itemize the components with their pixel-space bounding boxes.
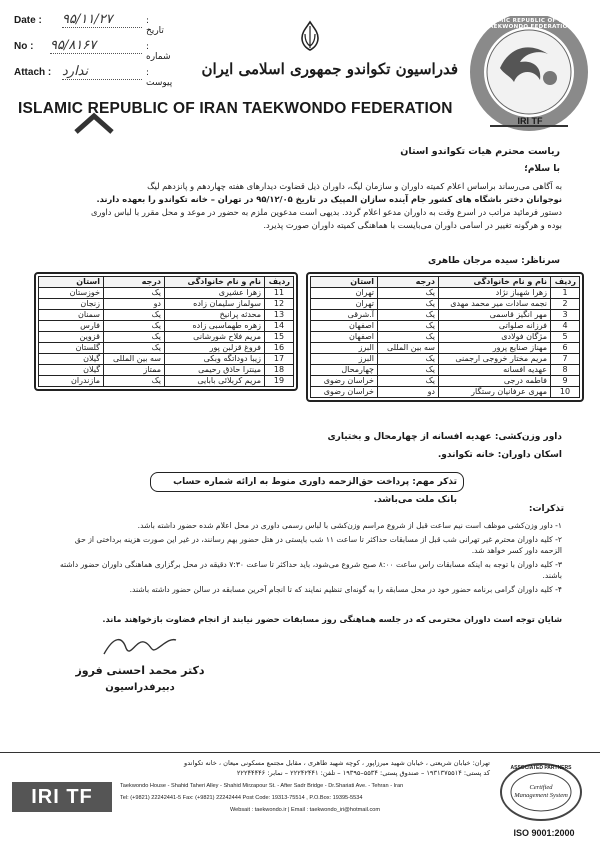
- federation-title-en: ISLAMIC REPUBLIC OF IRAN TAEKWONDO FEDERATION: [18, 100, 453, 117]
- date-label-fa: : تاریخ: [146, 16, 164, 36]
- iso-label: ISO 9001:2000: [513, 828, 575, 838]
- footer-address-fa: تهران: خیابان شریعتی ، خیابان شهید میرزاپور ، کوچه شهید طاهری ، مقابل مجتمع مسکونی میعان ، خانه تکواندو: [184, 759, 490, 767]
- footer-web: Websait : taekwondo.ir | Email : taekwondo_iri@hotmail.com: [229, 807, 381, 813]
- cell-row: 1: [551, 288, 580, 299]
- col-grade-header: درجه: [378, 277, 439, 288]
- cell-name: فروغ قزلبن پور: [165, 343, 265, 354]
- footer-phones-en: Tel: (+9821) 22242441-5 Fax: (+9821) 22242444 Post Code: 19313-75514 , P.O.Box: 19395-5534: [120, 795, 363, 801]
- cell-grade: دو: [378, 387, 439, 398]
- attach-value: ندارد: [62, 64, 142, 80]
- cell-name: مهر انگیز قاسمی: [439, 310, 551, 321]
- table-row: [311, 365, 580, 376]
- col-name-header: نام و نام خانوادگی: [165, 277, 265, 288]
- cell-name: سولماز سلیمان زاده: [165, 299, 265, 310]
- notes-title: تذکرات:: [528, 504, 564, 514]
- note-item: ۳- کلیه داوران با توجه به اینکه مسابقات راس ساعت ۸:۰۰ صبح شروع می‌شود، باید حداکثر تا ساعت ۷:۳۰ دقیقه در محل برگزاری هماهنگی داوران حضور داشته: [59, 560, 562, 569]
- cell-name: مریم کربلائی بابایی: [165, 376, 265, 387]
- cell-province: تهران: [311, 288, 378, 299]
- col-name-header: نام و نام خانوادگی: [439, 277, 551, 288]
- cell-row: 4: [551, 321, 580, 332]
- note-item: الزحمه داور کسر خواهد شد.: [471, 546, 562, 555]
- final-note: شایان توجه است داوران محترمی که در جلسه هماهنگی روز مسابقات حضور نیابند از انجام قضاوت بازخواهند ماند.: [102, 614, 562, 624]
- cell-row: 11: [265, 288, 294, 299]
- body-line: به آگاهی می‌رساند براساس اعلام کمیته داوران و سازمان لیگ، داوران ذیل قضاوت دیدارهای هفته چهاردهم و پانزدهم لیگ: [147, 181, 562, 191]
- col-row-header: ردیف: [551, 277, 580, 288]
- footer-divider: [0, 752, 600, 753]
- table-header-row: [311, 277, 580, 288]
- table-row: [39, 299, 294, 310]
- cell-province: گیلان: [39, 354, 104, 365]
- cell-name: مهناز صنایع پرور: [439, 343, 551, 354]
- cell-row: 13: [265, 310, 294, 321]
- seal-inner-text: Certified Management System: [514, 784, 568, 799]
- attach-label-fa: : پیوست: [146, 68, 173, 88]
- table-row: [311, 332, 580, 343]
- referees-table: [38, 276, 294, 387]
- cell-province: گیلان: [39, 365, 104, 376]
- table-row: [311, 288, 580, 299]
- logo-text: IRI TF: [517, 116, 543, 126]
- table-row: [311, 343, 580, 354]
- cell-grade: یک: [378, 376, 439, 387]
- table-row: [311, 299, 580, 310]
- cell-row: 2: [551, 299, 580, 310]
- cell-province: گلستان: [39, 343, 104, 354]
- seal-ring-text: ASSOCIATED PARTNERS: [510, 765, 572, 771]
- footer-phones-fa: کد پستی: ۱۹۳۱۳۷۵۵۱۴ – صندوق پستی: ۵۵۳۴–۱۹۳۹۵ – تلفن: ۲۲۲۴۲۴۴۱ – نمابر: ۲۲۲۴۴۴۴۶: [236, 769, 490, 777]
- cell-row: 15: [265, 332, 294, 343]
- cell-row: 16: [265, 343, 294, 354]
- number-value: ۹۵/۸۱۶۷: [50, 38, 142, 54]
- cell-province: چهارمحال: [311, 365, 378, 376]
- table-row: [39, 310, 294, 321]
- cell-grade: یک: [378, 310, 439, 321]
- col-grade-header: درجه: [104, 277, 165, 288]
- cell-grade: یک: [378, 354, 439, 365]
- referees-table: [310, 276, 580, 398]
- cell-province: آ.شرقی: [311, 310, 378, 321]
- attach-label: Attach :: [14, 67, 52, 78]
- date-label: Date :: [14, 15, 42, 26]
- cell-name: نجمه سادات میر محمد مهدی: [439, 299, 551, 310]
- number-label: No :: [14, 41, 34, 52]
- iran-emblem-icon: [296, 20, 324, 52]
- note-item: ۴- کلیه داوران گرامی برنامه حضور خود در محل مسابقه را به گونه‌ای تنظیم نمایند که تا انجام آخرین مسابقه در سالن حضور داشته باشند.: [129, 585, 562, 594]
- letter-body: [38, 180, 562, 232]
- body-line: دستور فرمائید مراتب در اسرع وقت به داوران مدعو اعلام گردد. بدیهی است مدعوین ملزم به حضور در موعد و محل مقرر با لباس داوری: [90, 207, 562, 217]
- cell-name: زهرا شهباز نژاد: [439, 288, 551, 299]
- cell-name: محدثه پرانیخ: [165, 310, 265, 321]
- body-line: بوده و هرگونه تغییر در اسامی داوران می‌بایست با هماهنگی کمیته داوران صورت پذیرد.: [263, 220, 562, 230]
- greeting: با سلام؛: [524, 164, 560, 174]
- cell-row: 18: [265, 365, 294, 376]
- cell-name: فرزانه صلواتی: [439, 321, 551, 332]
- note-item: باشند.: [542, 571, 562, 580]
- cell-grade: یک: [378, 321, 439, 332]
- cell-grade: یک: [104, 343, 165, 354]
- cell-row: 10: [551, 387, 580, 398]
- cell-name: مهری عرفانیان رستگار: [439, 387, 551, 398]
- cell-province: البرز: [311, 354, 378, 365]
- cell-grade: یک: [104, 321, 165, 332]
- date-value: ۹۵/۱۱/۲۷: [62, 12, 142, 28]
- cell-grade: یک: [378, 365, 439, 376]
- accommodation: اسکان داوران: خانه تکواندو.: [437, 450, 562, 460]
- cell-grade: یک: [378, 288, 439, 299]
- cell-province: فارس: [39, 321, 104, 332]
- signature-scribble: [100, 630, 180, 660]
- col-province-header: استان: [311, 277, 378, 288]
- table-row: [311, 387, 580, 398]
- certification-seal: [498, 760, 584, 824]
- table-body: [39, 288, 294, 387]
- number-row: [14, 38, 171, 62]
- chevron-mark-icon: [74, 112, 114, 134]
- cell-name: زهره طهماسبی زاده: [165, 321, 265, 332]
- cell-grade: یک: [104, 310, 165, 321]
- note-item: ۱- داور وزن‌کشی موظف است نیم ساعت قبل از شروع مراسم وزن‌کشی با لباس رسمی داوری در محل اعلام شده حضور داشته باشد.: [137, 521, 562, 530]
- signatory-name: دکتر محمد احسنی فروز: [75, 664, 205, 677]
- notice-text: تذکر مهم: پرداخت حق‌الزحمه داوری منوط به ارائه شماره حساب بانک ملت می‌باشد.: [173, 477, 457, 505]
- footer-address-fa-block: [120, 758, 490, 778]
- cell-name: فاطمه درجی: [439, 376, 551, 387]
- cell-row: 19: [265, 376, 294, 387]
- footer-address-en: Taekwondo House - Shahid Taheri Alley - Shahid Mirzapour St. - After Sadr Bridge - Dr.Shariati Ave. - Tehran - Iran: [120, 783, 404, 789]
- table-row: [311, 310, 580, 321]
- cell-name: مریم فلاح شورشانی: [165, 332, 265, 343]
- cell-grade: یک: [378, 299, 439, 310]
- cell-row: 12: [265, 299, 294, 310]
- table-row: [311, 354, 580, 365]
- cell-row: 5: [551, 332, 580, 343]
- note-item: ۲- کلیه داوران محترم غیر تهرانی شب قبل از مسابقات حداکثر تا ساعت ۱۱ شب بایستی در هتل حضور بهم رسانند، در غیر این صورت هزینه برداختی از حق: [74, 535, 562, 544]
- col-province-header: استان: [39, 277, 104, 288]
- cell-grade: ممتاز: [104, 365, 165, 376]
- logo-ring-text: ISLAMIC REPUBLIC OF IRAN TAEKWONDO FEDERATION: [482, 18, 576, 30]
- cell-province: قزوین: [39, 332, 104, 343]
- cell-grade: سه بین المللی: [104, 354, 165, 365]
- date-row: [14, 12, 164, 36]
- cell-row: 17: [265, 354, 294, 365]
- table-row: [39, 376, 294, 387]
- cell-name: زیبا دوداتگه وبکی: [165, 354, 265, 365]
- cell-province: تهران: [311, 299, 378, 310]
- cell-grade: دو: [104, 299, 165, 310]
- table-body: [311, 288, 580, 398]
- cell-province: اصفهان: [311, 332, 378, 343]
- number-label-fa: : شماره: [146, 42, 171, 62]
- footer-address-en-block: [120, 782, 490, 815]
- cell-grade: یک: [104, 332, 165, 343]
- table-row: [39, 332, 294, 343]
- body-line: نوجوانان دختر باشگاه های کشور جام آینده سازان المپیک در تاریخ ۹۵/۱۲/۰۵ در تهران – خانه تکواندو را بعهده دارند.: [96, 194, 562, 204]
- attach-row: [14, 64, 173, 88]
- cell-name: مریم مختار خروجی ارجمنی: [439, 354, 551, 365]
- cell-row: 3: [551, 310, 580, 321]
- cell-grade: یک: [104, 376, 165, 387]
- weighing-referee: داور وزن‌کشی: عهدیه افسانه از چهارمحال و بختیاری: [327, 432, 562, 442]
- cell-province: زنجان: [39, 299, 104, 310]
- cell-province: خراسان رضوی: [311, 376, 378, 387]
- cell-name: مینترا حاذق رحیمی: [165, 365, 265, 376]
- cell-row: 7: [551, 354, 580, 365]
- table-row: [39, 365, 294, 376]
- table-row: [311, 321, 580, 332]
- cell-row: 8: [551, 365, 580, 376]
- table-row: [39, 321, 294, 332]
- cell-grade: سه بین المللی: [378, 343, 439, 354]
- cell-row: 6: [551, 343, 580, 354]
- supervisor: سرناظر: سیده مرجان طاهری: [428, 256, 560, 266]
- important-notice: [150, 472, 464, 505]
- cell-row: 14: [265, 321, 294, 332]
- table-row: [311, 376, 580, 387]
- cell-province: خراسان رضوی: [311, 387, 378, 398]
- federation-title-fa: فدراسیون تکواندو جمهوری اسلامی ایران: [201, 60, 458, 78]
- table-row: [39, 354, 294, 365]
- notes-list: [34, 520, 562, 598]
- signatory-title: دبیرفدراسیون: [105, 682, 175, 693]
- cell-row: 9: [551, 376, 580, 387]
- col-row-header: ردیف: [265, 277, 294, 288]
- cell-name: مژگان فولادی: [439, 332, 551, 343]
- recipient: ریاست محترم هیات تکواندو استان: [400, 146, 560, 157]
- cell-province: اصفهان: [311, 321, 378, 332]
- table-row: [39, 288, 294, 299]
- cell-name: زهرا عشیری: [165, 288, 265, 299]
- cell-province: مازندران: [39, 376, 104, 387]
- cell-province: خوزستان: [39, 288, 104, 299]
- cell-grade: یک: [104, 288, 165, 299]
- table-row: [39, 343, 294, 354]
- cell-grade: یک: [378, 332, 439, 343]
- header-meta: [14, 12, 173, 88]
- referees-table-right: [306, 272, 584, 402]
- cell-province: البرز: [311, 343, 378, 354]
- table-header-row: [39, 277, 294, 288]
- footer-logo: IRI TF: [12, 782, 112, 812]
- cell-name: عهدیه افسانه: [439, 365, 551, 376]
- federation-logo: [470, 16, 588, 134]
- cell-province: سمنان: [39, 310, 104, 321]
- referees-table-left: [34, 272, 298, 391]
